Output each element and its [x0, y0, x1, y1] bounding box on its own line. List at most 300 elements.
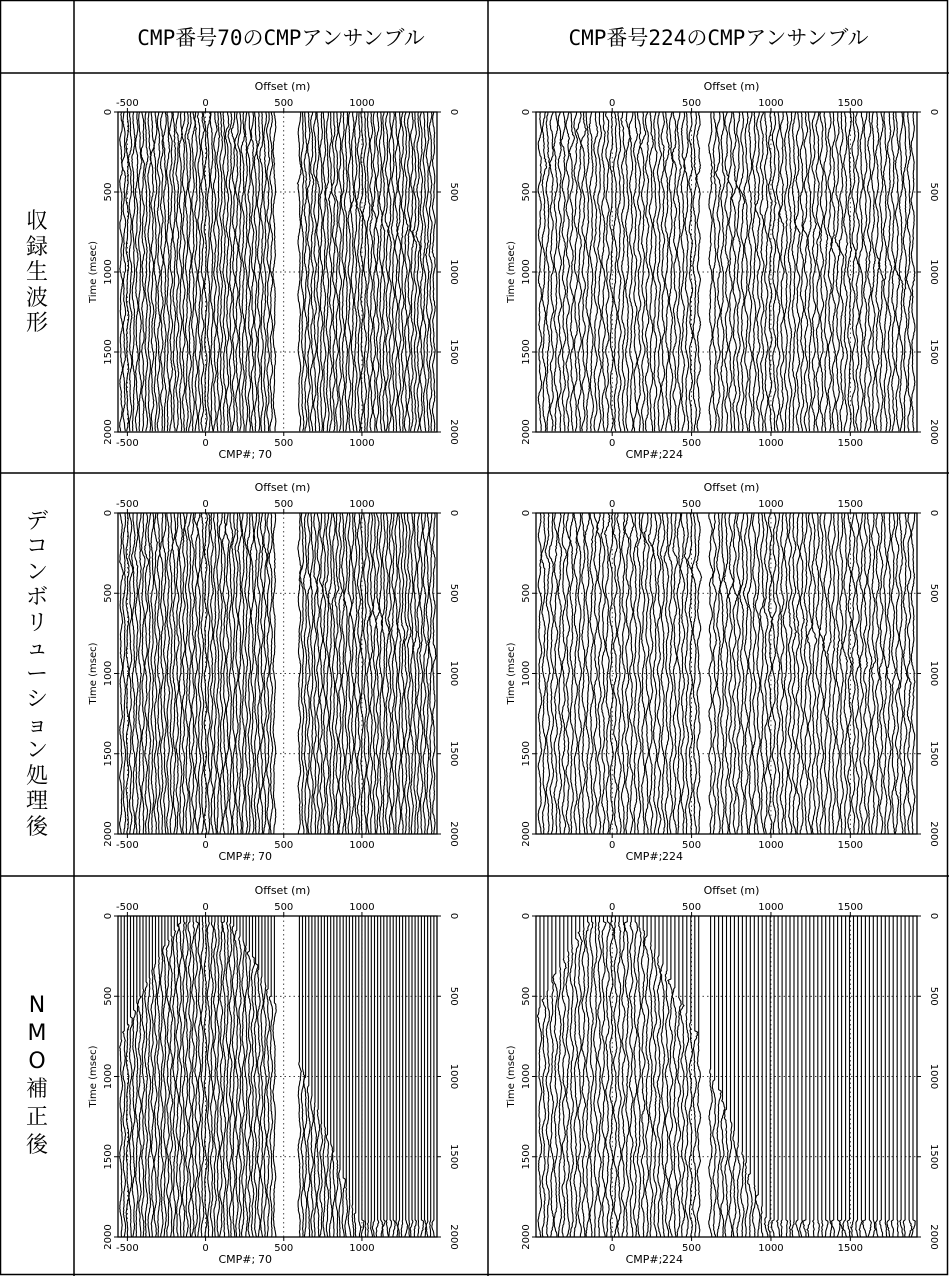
trace	[739, 112, 744, 431]
trace	[379, 112, 382, 431]
y-tick-label-right: 500	[448, 583, 459, 603]
trace	[182, 916, 185, 1237]
trace	[354, 112, 357, 431]
trace	[245, 112, 248, 431]
trace	[602, 112, 606, 431]
trace	[779, 112, 784, 431]
trace	[132, 112, 135, 431]
trace	[772, 916, 775, 1237]
trace	[245, 916, 248, 1237]
trace	[752, 112, 756, 431]
trace	[803, 112, 808, 431]
x-tick-label-bottom: 500	[274, 840, 294, 851]
trace	[367, 112, 370, 431]
trace	[625, 112, 630, 431]
trace	[232, 513, 236, 834]
trace	[332, 112, 336, 431]
panel-raw-224	[506, 80, 939, 461]
y-tick-label-right: 1500	[928, 339, 939, 365]
trace	[142, 513, 146, 834]
trace	[792, 112, 796, 431]
y-tick-label-right: 2000	[928, 821, 939, 847]
trace	[715, 112, 720, 431]
x-tick-label-bottom: 500	[682, 840, 702, 851]
trace	[558, 112, 562, 431]
trace	[242, 513, 245, 834]
trace	[128, 112, 132, 431]
y-tick-label-left: 500	[521, 583, 532, 603]
trace	[816, 513, 820, 834]
y-tick-label-right: 1000	[448, 1063, 459, 1090]
x-tick-label-bottom: -500	[116, 438, 139, 449]
y-tick-label-left: 1000	[103, 1063, 114, 1090]
trace	[307, 112, 310, 431]
x-tick-label-top: 1500	[837, 902, 864, 913]
trace	[554, 112, 558, 431]
trace	[813, 916, 815, 1237]
trace	[425, 916, 427, 1237]
y-tick-label-left: 2000	[521, 821, 532, 847]
x-tick-label-top: 1000	[349, 902, 375, 913]
y-tick-label-right: 500	[928, 583, 939, 603]
y-tick-label-right: 2000	[928, 419, 939, 445]
trace	[911, 513, 915, 834]
trace	[423, 112, 426, 431]
trace	[404, 112, 408, 431]
row-label-nmo: N M O 補 正 後	[25, 992, 48, 1159]
y-tick-label-right: 1000	[928, 660, 939, 687]
x-tick-label-top: 500	[682, 98, 702, 109]
trace	[800, 112, 804, 431]
trace	[895, 112, 899, 431]
trace	[610, 112, 614, 431]
trace	[755, 112, 760, 431]
trace	[139, 513, 142, 834]
y-tick-label-left: 1000	[521, 1063, 532, 1090]
x-tick-label-top: 1000	[758, 902, 784, 913]
trace	[868, 513, 872, 834]
trace	[832, 513, 836, 834]
y-tick-label-left: 1000	[103, 660, 114, 687]
trace	[370, 112, 373, 431]
y-tick-label-right: 1500	[448, 1144, 459, 1170]
trace	[768, 112, 772, 431]
trace	[388, 112, 392, 431]
trace	[760, 513, 764, 834]
x-tick-label-top: 1000	[349, 499, 375, 510]
trace	[376, 916, 379, 1237]
trace	[329, 112, 333, 431]
trace	[736, 513, 740, 834]
trace	[784, 112, 788, 431]
y-tick-label-left: 0	[103, 509, 114, 517]
y-axis-title: Time (msec)	[506, 1045, 517, 1108]
trace	[172, 513, 176, 834]
trace	[421, 916, 424, 1237]
trace	[395, 112, 398, 431]
trace	[123, 916, 126, 1237]
trace	[197, 112, 200, 431]
trace	[207, 112, 211, 431]
trace	[151, 916, 154, 1237]
cmp-number: 70	[257, 448, 272, 461]
trace	[878, 112, 883, 431]
trace	[614, 916, 618, 1237]
trace	[672, 916, 677, 1237]
y-tick-label-right: 0	[448, 509, 459, 517]
trace	[852, 112, 856, 431]
trace	[409, 916, 410, 1237]
y-tick-label-right: 2000	[448, 419, 459, 445]
trace	[629, 916, 633, 1237]
y-tick-label-left: 1500	[521, 1144, 532, 1170]
trace	[192, 916, 195, 1237]
trace	[848, 112, 852, 431]
trace	[148, 916, 151, 1237]
trace	[653, 916, 657, 1237]
trace	[120, 916, 123, 1237]
trace	[831, 112, 836, 431]
x-tick-label-bottom: 500	[682, 438, 702, 449]
y-tick-label-right: 500	[928, 986, 939, 1006]
trace	[371, 916, 373, 1237]
trace	[234, 112, 238, 431]
trace	[665, 112, 669, 431]
trace	[796, 916, 800, 1237]
row-label-decon: デ コ ン ボ リ ュ ー シ ョ ン 処 理 後	[25, 508, 48, 840]
trace	[267, 112, 270, 431]
trace	[637, 916, 641, 1237]
trace	[788, 112, 792, 431]
trace	[372, 112, 376, 431]
trace	[323, 112, 326, 431]
trace	[368, 916, 369, 1237]
trace	[800, 916, 803, 1237]
trace	[764, 112, 768, 431]
trace	[325, 112, 329, 431]
trace	[314, 112, 317, 431]
trace	[864, 112, 868, 431]
y-axis-title: Time (msec)	[88, 642, 99, 705]
x-tick-label-bottom: 1000	[349, 438, 375, 449]
trace	[416, 112, 420, 431]
trace	[356, 112, 360, 431]
trace	[724, 916, 728, 1237]
cmp-label: CMP#;	[625, 1253, 663, 1266]
trace	[407, 112, 410, 431]
cmp-label: CMP#;	[218, 448, 256, 461]
trace	[733, 916, 737, 1237]
x-tick-label-top: 0	[609, 902, 616, 913]
trace	[317, 112, 320, 431]
trace	[429, 112, 432, 431]
trace	[550, 112, 554, 431]
x-tick-label-top: 1000	[349, 98, 375, 109]
trace	[264, 112, 267, 431]
trace	[709, 112, 713, 431]
trace	[768, 916, 770, 1237]
x-tick-label-bottom: 1000	[758, 438, 784, 449]
trace	[577, 112, 582, 431]
y-tick-label-right: 0	[928, 108, 939, 116]
trace	[336, 916, 338, 1237]
cmp-number: 224	[662, 1253, 684, 1266]
trace	[201, 916, 204, 1237]
trace	[225, 112, 229, 431]
trace	[606, 916, 611, 1237]
y-tick-label-right: 1000	[448, 259, 459, 285]
trace	[768, 513, 773, 834]
x-tick-label-bottom: 0	[202, 438, 209, 449]
x-tick-label-bottom: 0	[609, 1243, 616, 1254]
trace	[830, 916, 832, 1237]
trace	[796, 513, 800, 834]
trace	[251, 112, 254, 431]
trace	[895, 513, 899, 834]
cmp-label: CMP#;	[625, 850, 663, 863]
trace	[885, 916, 887, 1237]
trace	[689, 112, 693, 431]
trace	[154, 112, 157, 431]
trace	[176, 112, 179, 431]
trace	[397, 112, 401, 431]
trace	[736, 112, 741, 431]
trace	[350, 513, 354, 834]
trace	[326, 916, 329, 1237]
trace	[728, 112, 733, 431]
x-tick-label-top: 1500	[837, 98, 864, 109]
x-axis-title: Offset (m)	[703, 481, 760, 494]
trace	[372, 916, 374, 1237]
trace	[748, 112, 752, 431]
trace	[192, 112, 196, 431]
trace	[911, 112, 915, 431]
y-tick-label-left: 1000	[103, 259, 114, 285]
y-tick-label-right: 1500	[928, 1144, 939, 1170]
trace	[135, 112, 138, 431]
trace	[273, 112, 276, 431]
y-tick-label-right: 1500	[928, 741, 939, 767]
y-tick-label-left: 2000	[521, 1224, 532, 1250]
trace	[135, 916, 138, 1237]
trace	[138, 112, 142, 431]
trace	[672, 112, 676, 431]
trace	[688, 513, 693, 834]
trace	[897, 916, 898, 1237]
x-tick-label-bottom: 0	[609, 840, 616, 851]
trace	[900, 916, 903, 1237]
trace	[195, 112, 198, 431]
x-tick-label-top: -500	[116, 902, 139, 913]
x-tick-label-bottom: 1000	[349, 1243, 375, 1254]
trace	[868, 916, 871, 1237]
trace	[263, 513, 267, 834]
y-tick-label-left: 500	[521, 182, 532, 202]
trace	[640, 112, 646, 431]
trace	[354, 916, 356, 1237]
trace	[273, 513, 276, 834]
trace	[652, 513, 657, 834]
x-tick-label-top: 1000	[758, 98, 784, 109]
trace	[840, 513, 844, 834]
x-tick-label-top: 1500	[837, 499, 864, 510]
trace	[812, 112, 817, 431]
y-tick-label-left: 0	[103, 108, 114, 116]
x-tick-label-bottom: 1000	[758, 1243, 784, 1254]
y-tick-label-left: 0	[521, 912, 532, 920]
trace	[725, 112, 729, 431]
trace	[220, 112, 223, 431]
trace	[345, 916, 348, 1237]
trace	[772, 112, 776, 431]
trace	[800, 513, 805, 834]
y-axis-title: Time (msec)	[88, 240, 99, 304]
cmp-number: 224	[662, 850, 684, 863]
trace	[621, 112, 625, 431]
trace	[856, 112, 860, 431]
trace	[618, 112, 622, 431]
column-header-cmp70: CMP番号70のCMPアンサンブル	[137, 25, 425, 50]
trace	[231, 112, 235, 431]
x-tick-label-bottom: 500	[682, 1243, 702, 1254]
trace	[887, 513, 891, 834]
trace	[120, 112, 123, 431]
trace	[721, 112, 725, 431]
y-tick-label-left: 0	[521, 108, 532, 116]
trace	[432, 112, 435, 431]
trace	[413, 112, 417, 431]
trace	[825, 916, 828, 1237]
trace	[764, 916, 768, 1237]
trace	[359, 916, 361, 1237]
x-tick-label-bottom: 1500	[837, 438, 864, 449]
x-tick-label-bottom: 0	[202, 840, 209, 851]
y-tick-label-left: 1500	[103, 339, 114, 365]
y-tick-label-left: 500	[103, 182, 114, 202]
trace	[357, 513, 361, 834]
x-tick-label-bottom: 0	[202, 1243, 209, 1254]
y-tick-label-left: 2000	[103, 419, 114, 445]
x-tick-label-top: 0	[609, 98, 616, 109]
trace	[204, 112, 208, 431]
trace	[257, 112, 261, 431]
panel-nmo-70	[88, 884, 459, 1266]
trace	[225, 513, 229, 834]
trace	[210, 112, 214, 431]
y-tick-label-right: 500	[928, 182, 939, 202]
trace	[856, 513, 860, 834]
y-tick-label-left: 500	[103, 986, 114, 1006]
trace	[185, 112, 189, 431]
trace	[574, 112, 578, 431]
x-axis-title: Offset (m)	[703, 884, 760, 897]
trace	[786, 916, 788, 1237]
trace	[260, 112, 264, 431]
trace	[613, 112, 617, 431]
y-tick-label-left: 500	[103, 583, 114, 603]
x-tick-label-top: 500	[274, 98, 294, 109]
trace	[538, 112, 542, 431]
trace	[684, 112, 689, 431]
trace	[760, 112, 764, 431]
x-tick-label-top: 0	[202, 98, 209, 109]
trace	[661, 112, 665, 431]
trace	[341, 112, 345, 431]
trace	[664, 513, 669, 834]
trace	[875, 513, 879, 834]
trace	[618, 916, 622, 1237]
trace	[160, 112, 163, 431]
trace	[637, 112, 641, 431]
y-tick-label-right: 1000	[928, 259, 939, 285]
x-tick-label-top: 0	[202, 902, 209, 913]
panel-decon-224	[506, 481, 939, 863]
trace	[361, 916, 364, 1237]
x-tick-label-top: 500	[274, 499, 294, 510]
cmp-number: 70	[257, 1253, 272, 1266]
y-tick-label-left: 1000	[521, 660, 532, 687]
trace	[167, 112, 170, 431]
x-tick-label-top: -500	[116, 98, 139, 109]
trace	[776, 112, 780, 431]
trace	[191, 513, 195, 834]
y-tick-label-left: 1500	[103, 1144, 114, 1170]
x-tick-label-bottom: 500	[274, 438, 294, 449]
trace	[887, 112, 891, 431]
trace	[247, 916, 250, 1237]
panel-nmo-224	[506, 884, 939, 1266]
y-tick-label-right: 1500	[448, 339, 459, 365]
trace	[606, 112, 610, 431]
trace	[169, 112, 173, 431]
y-tick-label-right: 0	[928, 912, 939, 920]
trace	[828, 112, 833, 431]
y-tick-label-right: 500	[448, 986, 459, 1006]
trace	[320, 112, 323, 431]
y-tick-label-left: 0	[521, 509, 532, 517]
trace	[204, 513, 208, 834]
trace	[903, 112, 907, 431]
x-tick-label-bottom: 1000	[758, 840, 784, 851]
trace	[310, 513, 313, 834]
trace	[375, 112, 379, 431]
row-label-raw: 収 録 生 波 形	[25, 209, 48, 337]
trace	[668, 916, 673, 1237]
trace	[425, 916, 428, 1237]
y-tick-label-left: 2000	[103, 1224, 114, 1250]
trace	[201, 112, 205, 431]
trace	[132, 916, 135, 1237]
y-tick-label-left: 1500	[103, 741, 114, 767]
trace	[653, 112, 657, 431]
trace	[393, 916, 395, 1237]
trace	[182, 513, 185, 834]
x-tick-label-top: 500	[274, 902, 294, 913]
y-tick-label-right: 500	[448, 182, 459, 202]
y-tick-label-right: 0	[448, 108, 459, 116]
trace	[697, 112, 701, 431]
trace	[188, 112, 192, 431]
trace	[744, 112, 749, 431]
trace	[883, 112, 887, 431]
trace	[594, 916, 598, 1237]
trace	[598, 112, 602, 431]
x-tick-label-bottom: 1500	[837, 840, 864, 851]
y-tick-label-right: 2000	[928, 1224, 939, 1250]
x-tick-label-bottom: 0	[609, 438, 616, 449]
trace	[320, 916, 323, 1237]
trace	[789, 916, 790, 1237]
